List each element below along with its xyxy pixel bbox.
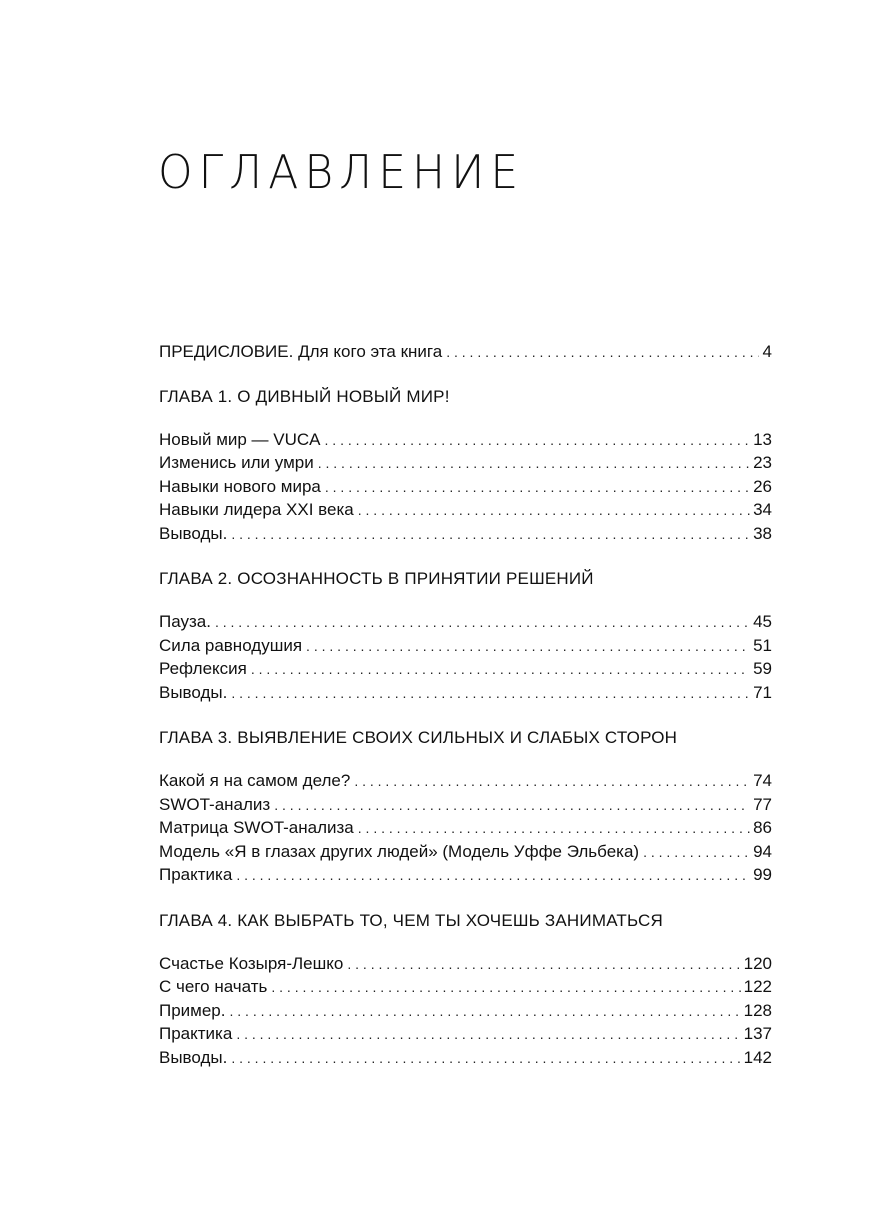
toc-entry-label <box>159 340 442 364</box>
dot-leader <box>643 840 750 865</box>
toc-entry <box>159 451 772 475</box>
toc-entry-page: 4 <box>762 342 772 361</box>
toc-entry-label: Изменись или умри <box>159 453 314 472</box>
toc-entry-page: 94 <box>753 841 772 861</box>
dot-leader <box>215 610 750 635</box>
preface-label: ПРЕДИСЛОВИЕ. <box>159 342 294 361</box>
dot-leader <box>325 475 750 500</box>
dot-leader <box>446 340 759 365</box>
toc-entry-page: 77 <box>753 794 772 814</box>
toc-entry-page: 122 <box>743 977 772 996</box>
page-title: ОГЛАВЛЕНИЕ <box>158 146 525 200</box>
toc-entry-page: 128 <box>743 1000 772 1020</box>
toc-entry <box>159 975 772 999</box>
dot-leader <box>354 769 750 794</box>
toc-entry-page: 71 <box>753 682 772 702</box>
chapter-4 <box>159 909 772 1070</box>
toc-entry-label: Выводы. <box>159 682 228 702</box>
dot-leader <box>271 975 740 1000</box>
dot-leader <box>230 999 741 1024</box>
dot-leader <box>231 522 750 547</box>
chapter-heading: ГЛАВА 4. КАК ВЫБРАТЬ ТО, ЧЕМ ТЫ ХОЧЕШЬ ЗАНИМАТЬСЯ <box>159 910 663 930</box>
toc-entry-preface <box>159 340 772 364</box>
toc-entry <box>159 1022 772 1046</box>
toc-entry <box>159 681 772 705</box>
toc-entry-label: Выводы. <box>159 523 228 543</box>
toc-entry-page: 38 <box>753 523 772 543</box>
toc-entry-page: 51 <box>753 635 772 655</box>
toc-entry <box>159 634 772 658</box>
dot-leader <box>358 498 750 523</box>
toc-entry <box>159 522 772 546</box>
toc-entry-label: Пауза. <box>159 612 211 631</box>
toc-entry-page: 23 <box>753 453 772 472</box>
toc-entry <box>159 793 772 817</box>
dot-leader <box>306 634 750 659</box>
chapter-1 <box>159 385 772 546</box>
toc-entry <box>159 840 772 864</box>
toc-entry-page: 137 <box>743 1024 772 1043</box>
toc-entry <box>159 999 772 1023</box>
toc-entry <box>159 863 772 887</box>
chapter-heading: ГЛАВА 3. ВЫЯВЛЕНИЕ СВОИХ СИЛЬНЫХ И СЛАБЫХ СТОРОН <box>159 728 678 747</box>
toc-entry-label: Навыки нового мира <box>159 476 321 496</box>
toc-entry-label: Новый мир — VUCA <box>159 429 321 449</box>
toc-entry-label: Практика <box>159 865 233 884</box>
dot-leader <box>236 1022 740 1047</box>
toc-entry-page: 142 <box>743 1047 772 1067</box>
toc-entry-page: 120 <box>743 953 772 973</box>
toc-entry-label: Навыки лидера XXI века <box>159 500 354 519</box>
toc-entry <box>159 475 772 499</box>
toc-entry-label: Выводы. <box>159 1047 228 1067</box>
toc-entry <box>159 498 772 522</box>
toc-entry-page: 99 <box>753 865 772 884</box>
toc-entry <box>159 610 772 634</box>
chapter-heading: ГЛАВА 2. ОСОЗНАННОСТЬ В ПРИНЯТИИ РЕШЕНИЙ <box>159 569 594 588</box>
chapter-heading: ГЛАВА 1. О ДИВНЫЙ НОВЫЙ МИР! <box>159 386 450 406</box>
toc-entry-label: Практика <box>159 1024 233 1043</box>
toc-entry <box>159 657 772 681</box>
preface-subtitle: Для кого эта книга <box>293 342 443 361</box>
dot-leader <box>231 1046 740 1071</box>
toc-entry-label: Пример. <box>159 1000 226 1020</box>
toc-entry-page: 74 <box>753 771 772 790</box>
dot-leader <box>236 863 750 888</box>
toc-entry-label: Сила равнодушия <box>159 635 303 655</box>
toc-entry <box>159 952 772 976</box>
toc-entry <box>159 1046 772 1070</box>
toc-entry-label: Счастье Козыря-Лешко <box>159 953 344 973</box>
toc-entry-page: 45 <box>753 612 772 631</box>
toc-entry-page: 59 <box>753 659 772 678</box>
toc-entry <box>159 769 772 793</box>
toc-entry <box>159 816 772 840</box>
toc-entry <box>159 428 772 452</box>
toc-entry-label: Какой я на самом деле? <box>159 771 351 790</box>
toc-entry-label: SWOT-анализ <box>159 794 271 814</box>
toc-entry-label: С чего начать <box>159 977 268 996</box>
toc-entry-page: 13 <box>753 429 772 449</box>
table-of-contents <box>159 340 772 1091</box>
dot-leader <box>325 428 751 453</box>
toc-entry-page: 34 <box>753 500 772 519</box>
chapter-3 <box>159 726 772 887</box>
toc-entry-page: 26 <box>753 476 772 496</box>
toc-entry-page: 86 <box>753 818 772 837</box>
dot-leader <box>251 657 750 682</box>
chapter-2 <box>159 567 772 704</box>
toc-entry-label: Рефлексия <box>159 659 247 678</box>
dot-leader <box>358 816 750 841</box>
dot-leader <box>347 952 740 977</box>
dot-leader <box>274 793 750 818</box>
dot-leader <box>318 451 750 476</box>
toc-entry-label: Модель «Я в глазах других людей» (Модель Уффе Эльбека) <box>159 841 640 861</box>
toc-entry-label: Матрица SWOT-анализа <box>159 818 354 837</box>
dot-leader <box>231 681 750 706</box>
